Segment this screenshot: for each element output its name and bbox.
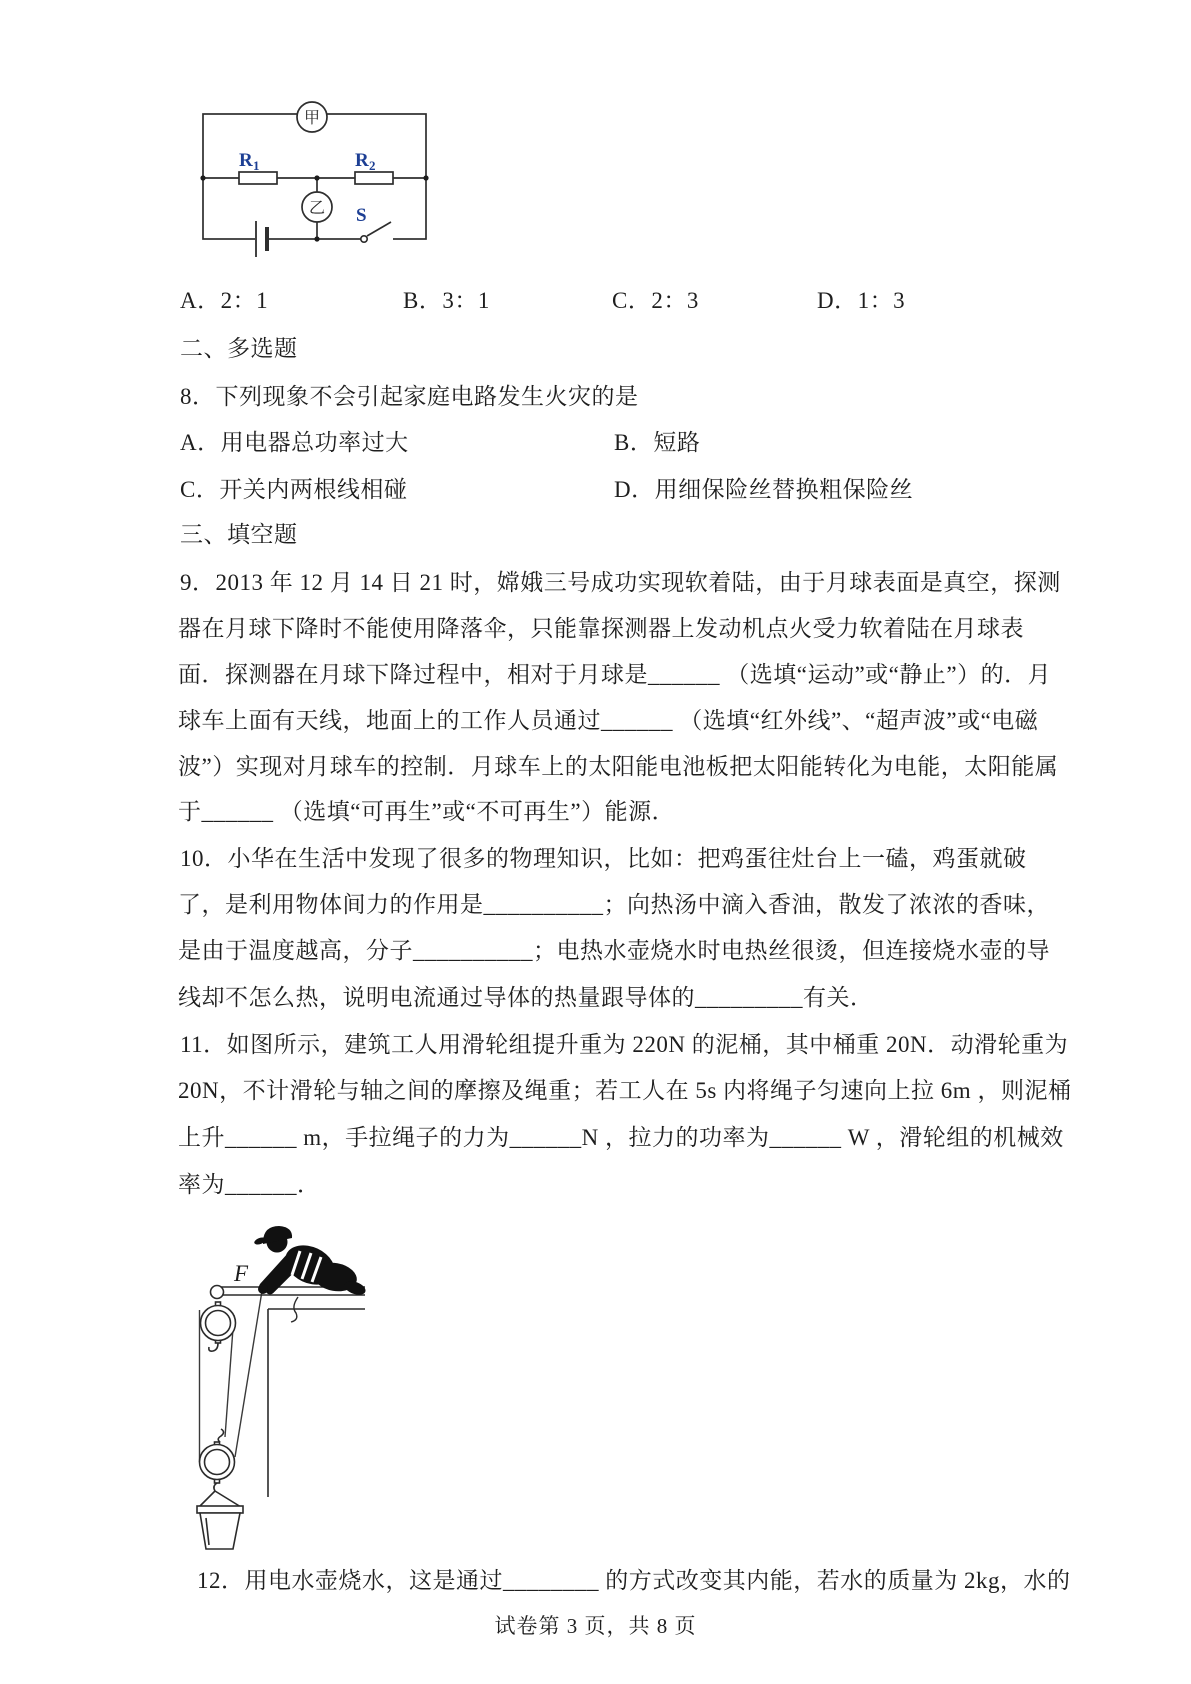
junction-dot-left [200,175,205,180]
q8-option-b: B．短路 [614,430,701,455]
q10-line-3: 是由于温度越高，分子__________；电热水壶烧水时电热丝很烫，但连接烧水壶的导 [178,938,1050,963]
q9-line-1: 9．2013 年 12 月 14 日 21 时，嫦娥三号成功实现软着陆，由于月球表面是真空，探测 [180,570,1061,595]
q11-line-3: 上升______ m，手拉绳子的力为______N ，拉力的功率为______ W ，滑轮组的机械效 [178,1125,1064,1150]
q9-line-3: 面．探测器在月球下降过程中，相对于月球是______ （选填“运动”或“静止”）的．月 [178,662,1052,687]
resistor-r1-label: R [239,150,253,171]
meter-jia-label: 甲 [303,110,321,127]
junction-dot-bottom [314,236,319,241]
q8-stem: 8．下列现象不会引起家庭电路发生火灾的是 [180,384,639,409]
worker-hands [258,1284,268,1294]
page-footer: 试卷第 3 页，共 8 页 [494,1614,697,1638]
resistor-r2-sub: 2 [369,158,376,173]
resistor-r1 [239,172,277,184]
bucket-rim [197,1506,243,1513]
fixed-pulley-hook [209,1343,218,1351]
junction-dot-right [423,175,428,180]
meter-yi-label: 乙 [308,200,326,217]
switch-label: S [356,205,367,226]
q12-line-1: 12．用电水壶烧水，这是通过________ 的方式改变其内能，若水的质量为 2kg，水的 [197,1568,1071,1593]
junction-dot-middle [314,175,319,180]
q11-line-1: 11．如图所示，建筑工人用滑轮组提升重为 220N 的泥桶，其中桶重 20N．动滑轮重为 [180,1032,1069,1057]
worker-figure [253,1226,367,1322]
resistor-r2-label: R [355,150,369,171]
force-f-label: F [234,1261,249,1286]
q7-option-d: D．1：3 [817,288,906,313]
q7-option-c: C．2：3 [612,288,699,313]
bucket-handle-left [199,1491,215,1507]
bucket-handle-right [215,1491,241,1507]
q9-line-5: 波”）实现对月球车的控制．月球车上的太阳能电池板把太阳能转化为电能，太阳能属 [178,754,1059,779]
rope-pull-strand [235,1291,262,1457]
q9-line-4: 球车上面有天线，地面上的工作人员通过______ （选填“红外线”、“超声波”或“电磁 [178,708,1039,733]
section2-heading: 二、多选题 [180,336,298,361]
q9-line-6: 于______ （选填“可再生”或“不可再生”）能源． [178,799,676,824]
q11-line-2: 20N，不计滑轮与轴之间的摩擦及绳重；若工人在 5s 内将绳子匀速向上拉 6m ，则泥桶 [178,1078,1072,1103]
section3-heading: 三、填空题 [180,522,298,547]
moving-pulley-hook [214,1483,217,1491]
q10-line-4: 线却不怎么热，说明电流通过导体的热量跟导体的_________有关． [178,985,874,1010]
q7-option-a: A．2：1 [180,288,269,313]
q11-line-4: 率为______． [178,1172,321,1197]
q9-line-2: 器在月球下降时不能使用降落伞，只能靠探测器上发动机点火受力软着陆在月球表 [178,616,1024,641]
q10-line-2: 了，是利用物体间力的作用是__________；向热汤中滴入香油，散发了浓浓的香味， [178,892,1050,917]
q10-line-1: 10．小华在生活中发现了很多的物理知识，比如：把鸡蛋往灶台上一磕，鸡蛋就破 [180,846,1027,871]
circuit-diagram-figure [180,85,460,280]
q8-option-a: A．用电器总功率过大 [180,430,409,455]
q8-option-d: D．用细保险丝替换粗保险丝 [614,477,914,502]
switch-pivot [361,236,367,242]
pulley-system-figure [150,1215,480,1565]
beam-attachment-ring [211,1286,224,1299]
resistor-r2 [355,172,393,184]
q8-option-c: C．开关内两根线相碰 [180,477,408,502]
q7-option-b: B．3：1 [403,288,490,313]
resistor-r1-sub: 1 [253,158,260,173]
s-hook [218,1429,223,1442]
